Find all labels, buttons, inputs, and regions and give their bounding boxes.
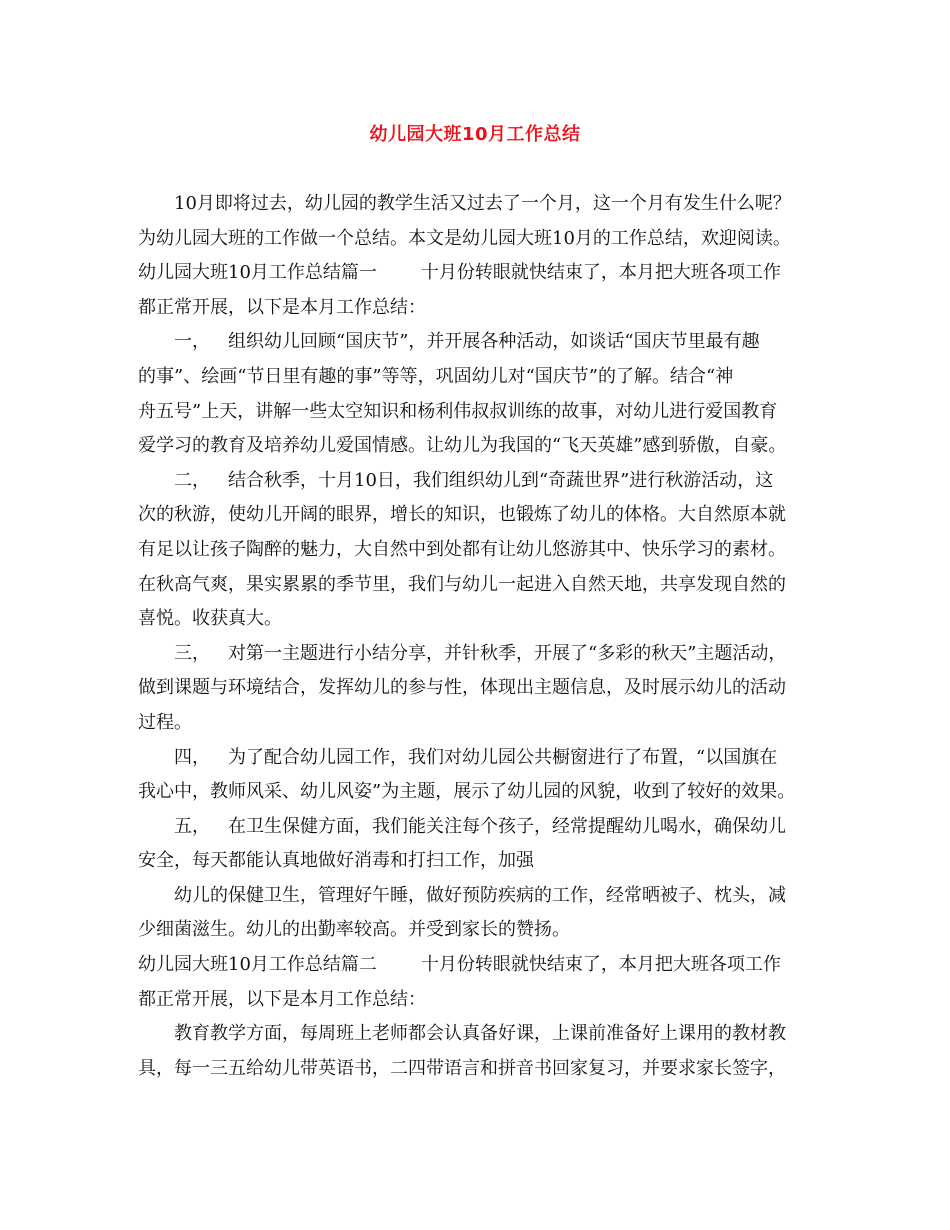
paragraph-line: 过程。 [138, 711, 192, 733]
section-heading-line [138, 256, 828, 291]
section-heading: 幼儿园大班10月工作总结篇一 [138, 262, 377, 284]
item-text: 结合秋季，十月10日，我们组织幼儿到“奇蔬世界”进行秋游活动，这 [228, 469, 774, 491]
paragraph-line: 都正常开展，以下是本月工作总结： [138, 988, 426, 1010]
paragraph-line: 次的秋游，使幼儿开阔的眼界，增长的知识，也锻炼了幼儿的体格。大自然原本就 [138, 504, 786, 526]
paragraph-text: 十月份转眼就快结束了，本月把大班各项工作 [420, 262, 781, 284]
item-number: 二， [174, 469, 210, 491]
paragraph-line: 在秋高气爽，果实累累的季节里，我们与幼儿一起进入自然天地，共享发现自然的 [138, 573, 786, 595]
item-number: 三， [174, 642, 210, 664]
numbered-item-line [138, 637, 828, 672]
section-heading-line [138, 948, 828, 983]
paragraph-line: 有足以让孩子陶醉的魅力，大自然中到处都有让幼儿悠游其中、快乐学习的素材。 [138, 538, 786, 560]
paragraph-line: 舟五号”上天，讲解一些太空知识和杨利伟叔叔训练的故事，对幼儿进行爱国教育 [138, 400, 778, 422]
paragraph-line: 做到课题与环境结合，发挥幼儿的参与性，体现出主题信息，及时展示幼儿的活动 [138, 677, 786, 699]
item-text: 为了配合幼儿园工作，我们对幼儿园公共橱窗进行了布置，“以国旗在 [228, 746, 778, 768]
paragraph-line: 我心中，教师风采、幼儿风姿”为主题，展示了幼儿园的风貌，收到了较好的效果。 [138, 781, 796, 803]
item-number: 一， [174, 331, 210, 353]
numbered-item-line [138, 325, 828, 360]
paragraph-line: 具，每一三五给幼儿带英语书，二四带语言和拼音书回家复习，并要求家长签字， [138, 1057, 786, 1079]
paragraph-line: 的事”、绘画“节日里有趣的事”等等，巩固幼儿对“国庆节”的了解。结合“神 [138, 365, 734, 387]
item-text: 在卫生保健方面，我们能关注每个孩子，经常提醒幼儿喝水，确保幼儿 [228, 815, 786, 837]
paragraph-line: 爱学习的教育及培养幼儿爱国情感。让幼儿为我国的“飞天英雄”感到骄傲，自豪。 [138, 435, 787, 457]
paragraph-line: 喜悦。收获真大。 [138, 608, 282, 630]
paragraph-line: 为幼儿园大班的工作做一个总结。本文是幼儿园大班10月的工作总结，欢迎阅读。 [138, 227, 791, 249]
item-number: 四， [174, 746, 210, 768]
paragraph-line: 10月即将过去，幼儿园的教学生活又过去了一个月，这一个月有发生什么呢？ [174, 193, 791, 214]
paragraph-line: 教育教学方面，每周班上老师都会认真备好课，上课前准备好上课用的教材教 [174, 1023, 786, 1045]
document-body [138, 187, 828, 1086]
item-number: 五， [174, 815, 210, 837]
paragraph-text: 十月份转眼就快结束了，本月把大班各项工作 [420, 954, 781, 976]
numbered-item-line [138, 464, 828, 499]
item-text: 组织幼儿回顾“国庆节”，并开展各种活动，如谈话“国庆节里最有趣 [228, 331, 760, 353]
numbered-item-line [138, 741, 828, 776]
paragraph-line: 幼儿的保健卫生，管理好午睡，做好预防疾病的工作，经常晒被子、枕头，减 [174, 884, 786, 906]
paragraph-line: 少细菌滋生。幼儿的出勤率较高。并受到家长的赞扬。 [138, 919, 570, 941]
document-title: 幼儿园大班10月工作总结 [369, 124, 581, 145]
paragraph-line: 都正常开展，以下是本月工作总结： [138, 296, 426, 318]
numbered-item-line [138, 810, 828, 845]
paragraph-line: 安全，每天都能认真地做好消毒和打扫工作，加强 [138, 850, 534, 872]
item-text: 对第一主题进行小结分享，并针秋季，开展了“多彩的秋天”主题活动， [228, 642, 787, 664]
section-heading: 幼儿园大班10月工作总结篇二 [138, 954, 377, 976]
